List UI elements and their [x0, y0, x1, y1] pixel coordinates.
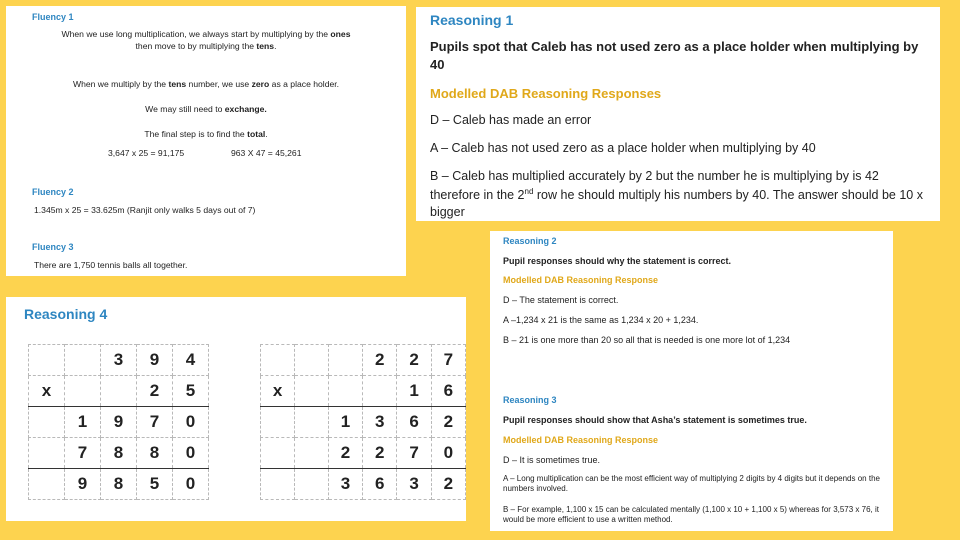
grid-cell: [29, 407, 65, 438]
grid-cell: [261, 345, 295, 376]
reasoning-3-d: D – It is sometimes true.: [503, 455, 601, 465]
grid-cell: [295, 376, 329, 407]
grid-cell: [295, 345, 329, 376]
grid-cell: 3: [101, 345, 137, 376]
grid-cell: 8: [137, 438, 173, 469]
fluency-1-line-1: When we use long multiplication, we always start by multiplying by the ones: [61, 29, 351, 39]
reasoning-2-b: B – 21 is one more than 20 so all that is needed is one more lot of 1,234: [503, 335, 791, 345]
fluency-1-title: Fluency 1: [32, 12, 74, 22]
reasoning-3-a: A – Long multiplication can be the most efficient way of multiplying 2 digits by 4 digits but it depends on the numbers involved.: [503, 474, 880, 494]
fluency-1-calc-1: 3,647 x 25 = 91,175: [108, 148, 185, 158]
grid-cell: [295, 469, 329, 500]
reasoning-2-title: Reasoning 2: [503, 236, 557, 246]
reasoning-1-title: Reasoning 1: [430, 12, 514, 28]
reasoning-1-d: D – Caleb has made an error: [430, 113, 592, 127]
reasoning-4-panel: [6, 297, 466, 521]
fluency-3-text: There are 1,750 tennis balls all together.: [34, 260, 188, 270]
grid-cell: 7: [65, 438, 101, 469]
grid-row: [29, 345, 209, 376]
grid-cell: [295, 407, 329, 438]
grid-cell: 9: [137, 345, 173, 376]
fluency-2-title: Fluency 2: [32, 187, 74, 197]
grid-cell: 1: [65, 407, 101, 438]
grid-cell: 1: [397, 376, 431, 407]
grid-cell: [29, 438, 65, 469]
grid-cell: 8: [101, 469, 137, 500]
grid-cell: [101, 376, 137, 407]
grid-cell: 2: [363, 438, 397, 469]
grid-cell: [65, 345, 101, 376]
grid-cell: 9: [65, 469, 101, 500]
grid-cell: 3: [397, 469, 431, 500]
reasoning-1-statement: Pupils spot that Caleb has not used zero as a place holder when multiplying by 40: [430, 39, 919, 73]
grid-cell: 6: [431, 376, 465, 407]
grid-cell: [29, 345, 65, 376]
grid-cell: 2: [137, 376, 173, 407]
grid-cell: 9: [101, 407, 137, 438]
grid-cell: 0: [431, 438, 465, 469]
reasoning-1-a: A – Caleb has not used zero as a place holder when multiplying by 40: [430, 141, 816, 155]
grid-cell: 2: [363, 345, 397, 376]
grid-cell: [328, 345, 362, 376]
fluency-panel: [6, 6, 406, 276]
grid-cell: 5: [137, 469, 173, 500]
fluency-1-line-4: We may still need to exchange.: [145, 104, 267, 114]
reasoning-1-subtitle: Modelled DAB Reasoning Responses: [430, 86, 662, 101]
reasoning-4-title: Reasoning 4: [24, 306, 108, 322]
multiplication-grid-1: [28, 344, 209, 500]
grid-cell: 6: [363, 469, 397, 500]
grid-cell: [29, 469, 65, 500]
grid-cell: 2: [431, 407, 465, 438]
grid-cell: 4: [173, 345, 209, 376]
reasoning-1-b: B – Caleb has multiplied accurately by 2 but the number he is multiplying by is 42 therefore in the 2nd row he should multiply his numbers by 40. The answer should be 10 x bigger: [430, 169, 923, 220]
grid-cell: 7: [137, 407, 173, 438]
grid-cell: 6: [397, 407, 431, 438]
fluency-1-calc-2: 963 X 47 = 45,261: [231, 148, 302, 158]
grid-cell: x: [261, 376, 295, 407]
grid-cell: 5: [173, 376, 209, 407]
grid-cell: [261, 438, 295, 469]
grid-cell: 0: [173, 438, 209, 469]
grid-row: [261, 407, 466, 438]
grid-row: [261, 376, 466, 407]
grid-cell: 2: [431, 469, 465, 500]
grid-cell: 1: [328, 407, 362, 438]
reasoning-2-3-panel: [490, 231, 893, 531]
grid-cell: 8: [101, 438, 137, 469]
multiplication-grid-2: [260, 344, 466, 500]
grid-row: [29, 407, 209, 438]
fluency-3-title: Fluency 3: [32, 242, 74, 252]
grid-cell: [328, 376, 362, 407]
reasoning-3-subtitle: Modelled DAB Reasoning Response: [503, 435, 659, 445]
grid-row: [261, 345, 466, 376]
fluency-1-line-3: When we multiply by the tens number, we use zero as a place holder.: [72, 79, 340, 89]
grid-row: [29, 376, 209, 407]
reasoning-2-subtitle: Modelled DAB Reasoning Response: [503, 275, 659, 285]
grid-cell: [261, 469, 295, 500]
grid-cell: [261, 407, 295, 438]
grid-cell: [363, 376, 397, 407]
grid-cell: 0: [173, 407, 209, 438]
reasoning-3-statement: Pupil responses should show that Asha’s statement is sometimes true.: [503, 415, 807, 425]
reasoning-2-statement: Pupil responses should why the statement is correct.: [503, 256, 732, 266]
reasoning-2-a: A –1,234 x 21 is the same as 1,234 x 20 + 1,234.: [503, 315, 699, 325]
fluency-1-line-2: then move to by multiplying the tens.: [135, 41, 277, 51]
grid-cell: 3: [363, 407, 397, 438]
fluency-1-line-5: The final step is to find the total.: [144, 129, 268, 139]
fluency-2-text: 1.345m x 25 = 33.625m (Ranjit only walks 5 days out of 7): [34, 205, 256, 215]
grid-cell: 2: [328, 438, 362, 469]
reasoning-2-d: D – The statement is correct.: [503, 295, 619, 305]
grid-cell: 3: [328, 469, 362, 500]
reasoning-1-panel: [416, 7, 940, 221]
grid-cell: x: [29, 376, 65, 407]
reasoning-3-title: Reasoning 3: [503, 395, 557, 405]
grid-cell: 0: [173, 469, 209, 500]
grid-row: [29, 438, 209, 469]
grid-cell: 7: [397, 438, 431, 469]
grid-row: [261, 438, 466, 469]
grid-cell: 7: [431, 345, 465, 376]
grid-cell: [295, 438, 329, 469]
grid-row: [29, 469, 209, 500]
grid-cell: [65, 376, 101, 407]
reasoning-3-b: B – For example, 1,100 x 15 can be calculated mentally (1,100 x 10 + 1,100 x 5) whereas for 3,573 x 76, it would be more efficient to use a written method.: [503, 505, 879, 525]
grid-row: [261, 469, 466, 500]
grid-cell: 2: [397, 345, 431, 376]
